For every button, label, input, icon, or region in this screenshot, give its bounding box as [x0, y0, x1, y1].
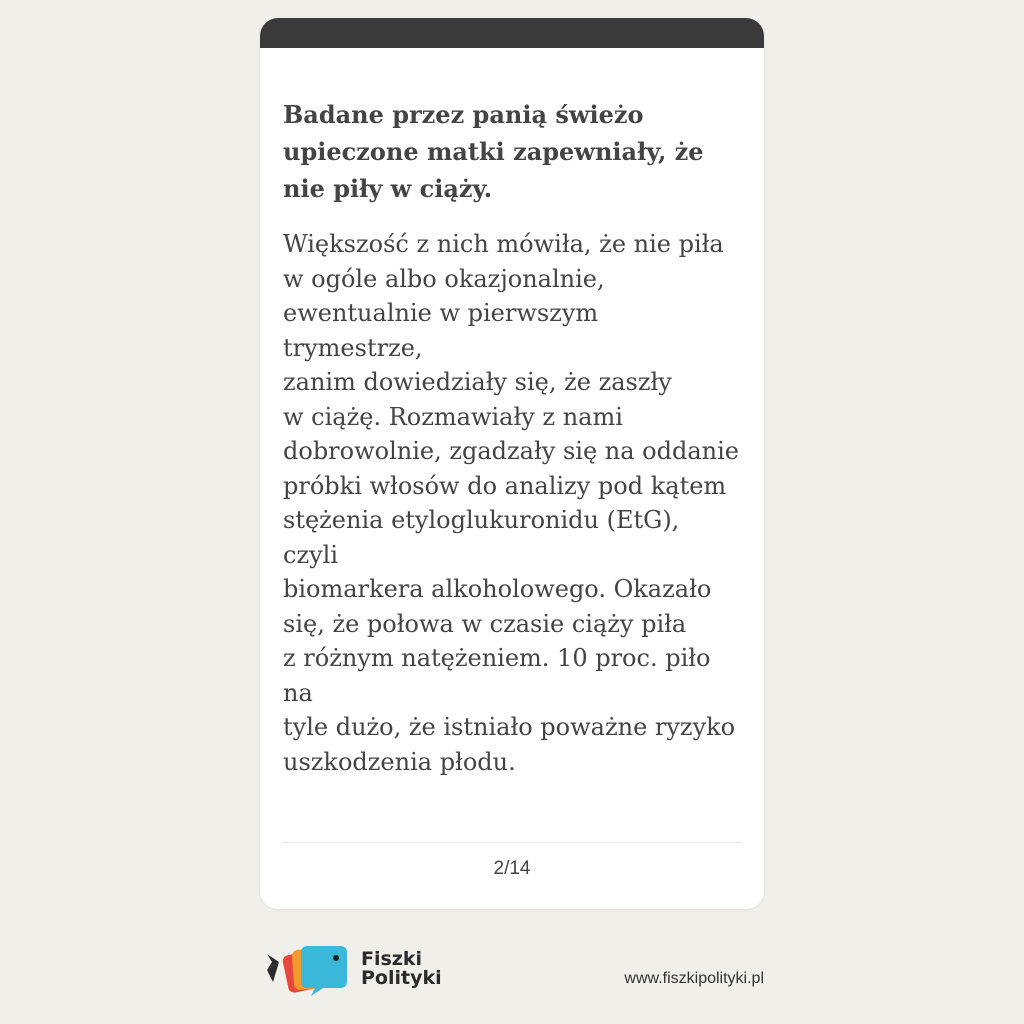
page-indicator: 2/14: [493, 858, 531, 879]
answer-line: stężenia etyloglukuronidu (EtG), czyli: [283, 506, 680, 569]
answer-line: Większość z nich mówiła, że nie piła: [283, 230, 724, 258]
answer-line: uszkodzenia płodu.: [283, 747, 516, 776]
flashcard: [260, 18, 764, 909]
brand-name: [361, 950, 442, 988]
answer-line: dobrowolnie, zgadzały się na oddanie: [283, 437, 739, 465]
answer-line: w ogóle albo okazjonalnie,: [283, 264, 605, 293]
card-answer: [283, 227, 741, 779]
answer-line: z różnym natężeniem. 10 proc. piło na: [283, 644, 711, 707]
answer-line: biomarkera alkoholowego. Okazało: [283, 575, 712, 603]
brand-name-line1: Fiszki: [361, 948, 423, 970]
answer-line: tyle dużo, że istniało poważne ryzyko: [283, 713, 736, 741]
answer-line: się, że połowa w czasie ciąży piła: [283, 609, 687, 638]
brand-logo[interactable]: [265, 940, 442, 998]
card-divider: [283, 842, 741, 843]
card-body: [260, 96, 764, 779]
answer-line: próbki włosów do analizy pod kątem: [283, 471, 727, 500]
website-link[interactable]: www.fiszkipolityki.pl: [624, 970, 764, 987]
answer-line: ewentualnie w pierwszym trymestrze,: [283, 299, 599, 362]
card-question: Badane przez panią świeżo upieczone matki zapewniały, że nie piły w ciąży.: [283, 100, 704, 203]
flashcards-logo-icon: [265, 940, 355, 998]
card-top-bar: [260, 18, 764, 48]
answer-line: w ciążę. Rozmawiały z nami: [283, 402, 623, 431]
brand-name-line2: Polityki: [361, 967, 442, 989]
answer-line: zanim dowiedziały się, że zaszły: [283, 368, 672, 396]
